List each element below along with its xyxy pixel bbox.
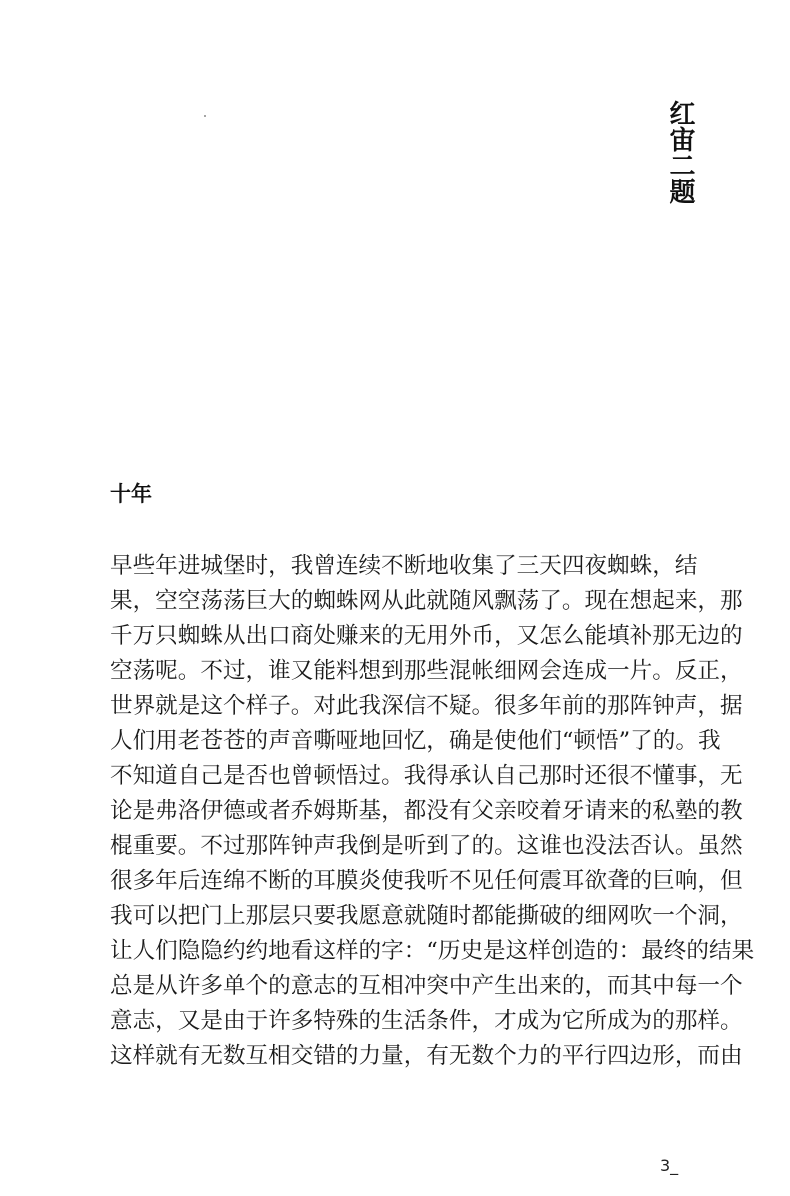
text-line: 让人们隐隐约约地看这样的字：“历史是这样创造的：最终的结果 xyxy=(110,938,755,964)
text-line: 我可以把门上那层只要我愿意就随时都能撕破的细网吹一个洞， xyxy=(110,903,743,929)
text-line: 不知道自己是否也曾顿悟过。我得承认自己那时还很不懂事，无 xyxy=(110,763,743,789)
text-line: 人们用老苍苍的声音嘶哑地回忆，确是使他们“顿悟”了的。我 xyxy=(110,728,721,754)
chapter-title-vertical: 红宙二题 xyxy=(665,100,695,204)
page-number: 3_ xyxy=(660,1156,679,1175)
text-line: 早些年进城堡时，我曾连续不断地收集了三天四夜蜘蛛，结 xyxy=(110,553,698,579)
text-line: 千万只蜘蛛从出口商处赚来的无用外币，又怎么能填补那无边的 xyxy=(110,623,743,649)
text-line: 这样就有无数互相交错的力量，有无数个力的平行四边形，而由 xyxy=(110,1043,743,1069)
text-line: 论是弗洛伊德或者乔姆斯基，都没有父亲咬着牙请来的私塾的教 xyxy=(110,798,743,824)
body-paragraph xyxy=(110,549,755,1074)
text-line: 空荡呢。不过，谁又能料想到那些混帐细网会连成一片。反正， xyxy=(110,658,743,684)
scan-speck xyxy=(204,115,206,117)
text-line: 果，空空荡荡巨大的蜘蛛网从此就随风飘荡了。现在想起来，那 xyxy=(110,588,743,614)
text-line: 意志，又是由于许多特殊的生活条件，才成为它所成为的那样。 xyxy=(110,1008,743,1034)
text-line: 棍重要。不过那阵钟声我倒是听到了的。这谁也没法否认。虽然 xyxy=(110,833,743,859)
section-title: 十年 xyxy=(110,482,152,506)
text-line: 总是从许多单个的意志的互相冲突中产生出来的，而其中每一个 xyxy=(110,973,743,999)
text-line: 世界就是这个样子。对此我深信不疑。很多年前的那阵钟声，据 xyxy=(110,693,743,719)
text-line: 很多年后连绵不断的耳膜炎使我听不见任何震耳欲聋的巨响，但 xyxy=(110,868,743,894)
